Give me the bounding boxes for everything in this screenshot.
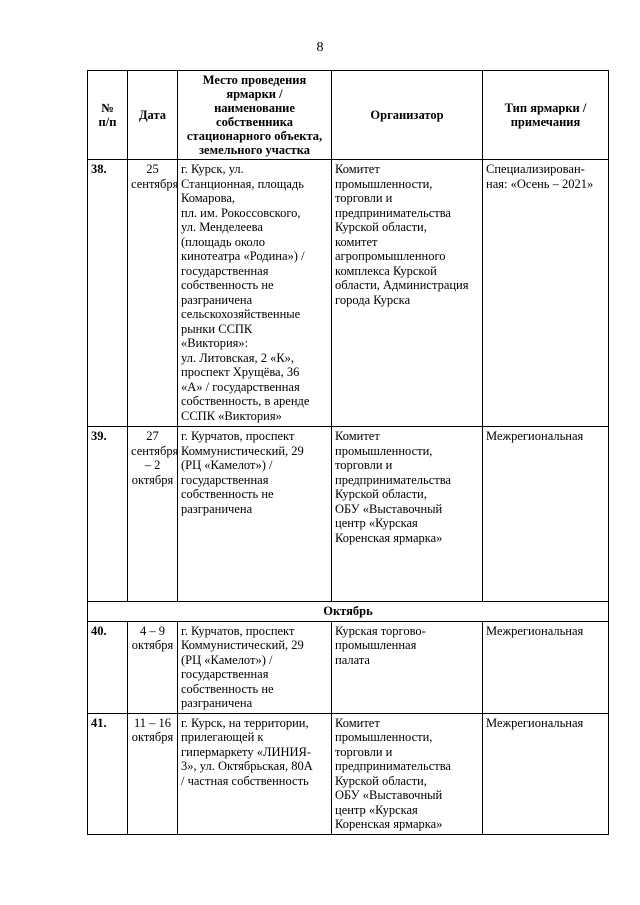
row-organizer: [332, 160, 483, 427]
row-type: [483, 160, 609, 427]
text-line: Место проведения: [202, 73, 307, 87]
text-line: кинотеатра «Родина») /: [181, 249, 305, 263]
text-line: Комитет: [335, 429, 380, 443]
month-label: Октябрь: [88, 602, 609, 622]
text-line: торговли и: [335, 191, 393, 205]
text-line: проспект Хрущёва, 36: [181, 365, 300, 379]
text-line: Курская торгово-: [335, 623, 426, 638]
text-line: ул. Литовская, 2 «К»,: [181, 350, 295, 365]
text-line: наименование: [214, 101, 295, 115]
text-line: комплекса Курской: [335, 263, 437, 278]
text-line: г. Курск, ул.: [181, 162, 244, 176]
row-organizer: [332, 621, 483, 713]
text-line: 3», ул. Октябрьская, 80А: [181, 759, 313, 773]
page-number: 8: [316, 40, 324, 55]
text-line: г. Курск, на территории,: [181, 715, 309, 730]
text-line: агропромышленного: [335, 249, 446, 263]
text-line: Комитет: [335, 162, 380, 176]
table-header-row: [88, 71, 609, 160]
text-line: октября: [131, 638, 174, 652]
row-place: [178, 160, 332, 427]
text-line: промышленности,: [335, 176, 433, 191]
row-number: 40.: [88, 621, 128, 713]
header-place: [178, 71, 332, 160]
text-line: Специализирован-: [486, 162, 585, 176]
text-line: сельскохозяйственные: [181, 307, 301, 321]
text-line: собственность, в аренде: [181, 394, 310, 408]
text-line: / частная собственность: [181, 773, 309, 788]
text-line: собственника: [216, 115, 293, 129]
text-line: собственность не: [181, 278, 274, 292]
text-line: государственная: [181, 472, 269, 487]
text-line: Межрегиональная: [486, 429, 584, 443]
text-line: сентября: [131, 176, 179, 191]
text-line: (площадь около: [181, 234, 265, 249]
text-line: 25: [146, 162, 159, 176]
text-line: примечания: [510, 115, 581, 129]
text-line: ул. Менделеева: [181, 220, 263, 234]
row-type: [483, 621, 609, 713]
row-date: [128, 160, 178, 427]
row-type: [483, 713, 609, 834]
header-date: [128, 71, 178, 160]
text-line: гипермаркету «ЛИНИЯ-: [181, 744, 312, 759]
text-line: Дата: [138, 108, 167, 122]
text-line: ССПК «Виктория»: [181, 408, 282, 423]
row-place: [178, 427, 332, 602]
text-line: Межрегиональная: [486, 623, 584, 638]
row-type: [483, 427, 609, 602]
table-row: [88, 427, 609, 602]
text-line: п/п: [98, 115, 117, 129]
text-line: Коренская ярмарка»: [335, 530, 443, 545]
text-line: 4 – 9: [140, 623, 165, 638]
text-line: центр «Курская: [335, 516, 418, 530]
text-line: разграничена: [181, 501, 253, 516]
text-line: Курской области,: [335, 487, 427, 501]
table-row: [88, 713, 609, 834]
text-line: предпринимательства: [335, 472, 451, 487]
text-line: Коммунистический, 29: [181, 638, 304, 652]
text-line: (РЦ «Камелот») /: [181, 458, 273, 472]
text-line: прилегающей к: [181, 730, 264, 744]
text-line: стационарного объекта,: [186, 129, 323, 143]
text-line: государственная: [181, 263, 269, 278]
text-line: г. Курчатов, проспект: [181, 429, 295, 443]
row-date: [128, 427, 178, 602]
text-line: области, Администрация: [335, 278, 469, 292]
text-line: – 2: [144, 458, 161, 472]
text-line: торговли и: [335, 744, 393, 759]
row-organizer: [332, 713, 483, 834]
text-line: центр «Курская: [335, 802, 418, 817]
text-line: 11 – 16: [133, 715, 172, 730]
text-line: ОБУ «Выставочный: [335, 501, 443, 516]
month-row: [88, 602, 609, 622]
text-line: города Курска: [335, 292, 411, 307]
text-line: государственная: [181, 667, 269, 681]
row-organizer: [332, 427, 483, 602]
text-line: Курской области,: [335, 773, 427, 788]
text-line: собственность не: [181, 681, 274, 696]
text-line: Межрегиональная: [486, 715, 584, 730]
text-line: рынки ССПК: [181, 321, 253, 336]
text-line: промышленности,: [335, 443, 433, 458]
table-row: [88, 621, 609, 713]
text-line: комитет: [335, 234, 378, 249]
text-line: Курской области,: [335, 220, 427, 234]
text-line: октября: [131, 472, 174, 487]
text-line: земельного участка: [199, 143, 310, 157]
table-row: [88, 160, 609, 427]
text-line: разграничена: [181, 696, 253, 710]
text-line: предпринимательства: [335, 205, 451, 220]
row-number: 41.: [88, 713, 128, 834]
text-line: ярмарки /: [226, 87, 283, 101]
text-line: предпринимательства: [335, 759, 451, 773]
row-number: 38.: [88, 160, 128, 427]
text-line: Комитет: [335, 715, 380, 730]
text-line: «Виктория»:: [181, 336, 249, 350]
header-num: [88, 71, 128, 160]
text-line: Организатор: [370, 108, 444, 122]
row-number: 39.: [88, 427, 128, 602]
text-line: «А» / государственная: [181, 379, 300, 394]
text-line: Тип ярмарки /: [504, 101, 587, 115]
text-line: Коммунистический, 29: [181, 443, 304, 458]
text-line: октября: [131, 730, 174, 744]
text-line: Коренская ярмарка»: [335, 817, 443, 831]
text-line: пл. им. Рокоссовского,: [181, 205, 301, 220]
text-line: Комарова,: [181, 191, 236, 205]
text-line: ОБУ «Выставочный: [335, 788, 443, 802]
text-line: палата: [335, 652, 370, 667]
row-date: [128, 621, 178, 713]
text-line: торговли и: [335, 458, 393, 472]
text-line: промышленности,: [335, 730, 433, 744]
text-line: Станционная, площадь: [181, 176, 304, 191]
header-type: [483, 71, 609, 160]
text-line: №: [101, 101, 114, 115]
text-line: 27: [146, 429, 159, 443]
text-line: (РЦ «Камелот») /: [181, 652, 273, 667]
header-organizer: [332, 71, 483, 160]
fairs-table: [87, 70, 609, 835]
row-place: [178, 621, 332, 713]
text-line: г. Курчатов, проспект: [181, 623, 295, 638]
row-date: [128, 713, 178, 834]
text-line: промышленная: [335, 638, 417, 652]
text-line: разграничена: [181, 292, 253, 307]
text-line: собственность не: [181, 487, 274, 501]
row-place: [178, 713, 332, 834]
text-line: ная: «Осень – 2021»: [486, 176, 594, 191]
text-line: сентября: [131, 443, 179, 458]
